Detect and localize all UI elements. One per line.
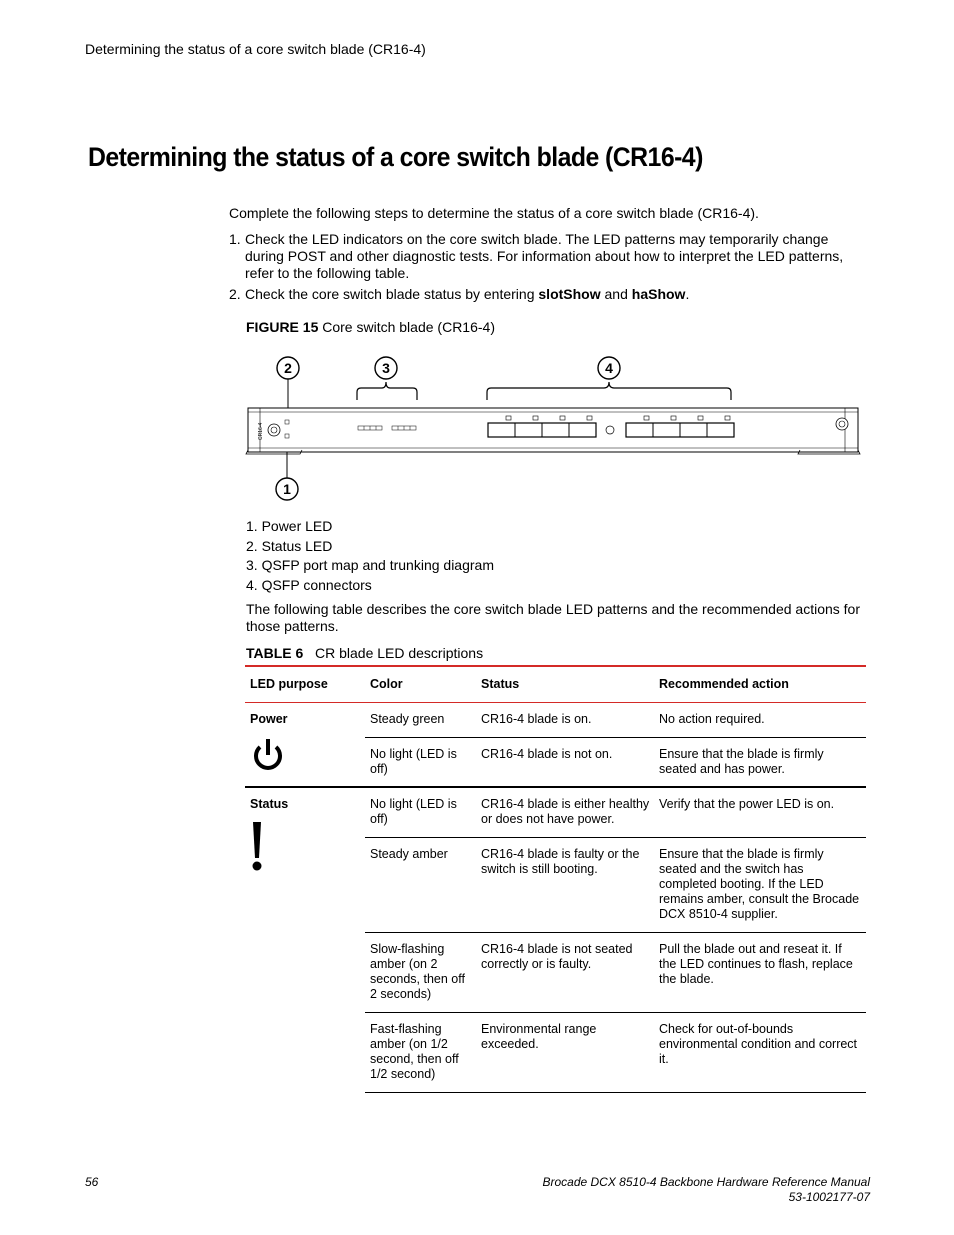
manual-title: Brocade DCX 8510-4 Backbone Hardware Reference Manual xyxy=(542,1175,870,1189)
svg-text:3: 3 xyxy=(382,360,390,376)
svg-text:4: 4 xyxy=(605,360,613,376)
footer-info xyxy=(542,1175,870,1205)
step-2-text: Check the core switch blade status by entering slotShow and haShow. xyxy=(245,286,690,302)
core-switch-blade-figure xyxy=(240,350,870,510)
step-2: 2. Check the core switch blade status by entering slotShow and haShow. xyxy=(229,286,690,302)
legend-item: 1. Power LED xyxy=(246,518,333,534)
table-row: Fast-flashing amber (on 1/2 second, then off 1/2 second) Environmental range exceeded. Check for out-of-bounds environmental condition and correct it. xyxy=(245,1012,866,1092)
purpose-cell-power: Power xyxy=(245,702,365,787)
column-header: Color xyxy=(365,666,476,702)
legend-item: 4. QSFP connectors xyxy=(246,576,372,593)
table-row: Slow-flashing amber (on 2 seconds, then off 2 seconds) CR16-4 blade is not seated correctly or is faulty. Pull the blade out and reseat it. If the LED continues to flash, replace the blade. xyxy=(245,932,866,1012)
column-header: Status xyxy=(476,666,654,702)
step-1: 1. Check the LED indicators on the core switch blade. The LED patterns may temporarily change during POST and other diagnostic tests. For information about how to interpret the LED patterns, refer to the following table. xyxy=(229,231,844,281)
page-title: Determining the status of a core switch blade (CR16-4) xyxy=(88,142,703,172)
column-header: LED purpose xyxy=(245,666,365,702)
legend-item: 2. Status LED xyxy=(246,537,333,554)
table-caption: TABLE 6 CR blade LED descriptions xyxy=(246,645,484,661)
callout-1 xyxy=(276,478,298,500)
figure-caption: FIGURE 15 Core switch blade (CR16-4) xyxy=(246,319,495,335)
command-slotshow: slotShow xyxy=(538,286,601,302)
column-header: Recommended action xyxy=(654,666,866,702)
figure-legend xyxy=(246,517,494,595)
callout-2 xyxy=(277,357,299,379)
table-row: Steady amber CR16-4 blade is faulty or the switch is still booting. Ensure that the blade is firmly seated and the switch has completed booting. If the LED remains amber, consult the Brocade DCX 8510-4 supplier. xyxy=(245,837,866,932)
led-description-table xyxy=(245,665,866,1093)
table-header-row xyxy=(245,666,866,702)
exclamation-icon xyxy=(250,820,264,872)
legend-item: 3. QSFP port map and trunking diagram xyxy=(246,557,494,573)
running-header: Determining the status of a core switch blade (CR16-4) xyxy=(85,41,426,57)
table-row: Power Steady green CR16-4 blade is on. No action required. xyxy=(245,702,866,737)
steps-list xyxy=(229,231,869,307)
svg-text:1: 1 xyxy=(283,481,291,497)
command-hashow: haShow xyxy=(631,286,686,302)
power-icon xyxy=(250,735,286,775)
svg-text:2: 2 xyxy=(284,360,292,376)
doc-number: 53-1002177-07 xyxy=(788,1190,870,1204)
step-1-text: Check the LED indicators on the core switch blade. The LED patterns may temporarily change during POST and other diagnostic tests. For information about how to interpret the LED patterns, refer to the following table. xyxy=(245,231,844,281)
purpose-cell-status: Status xyxy=(245,787,365,1092)
page-number: 56 xyxy=(85,1175,99,1189)
table-intro-paragraph: The following table describes the core switch blade LED patterns and the recommended actions for those patterns. xyxy=(246,601,861,634)
callout-3 xyxy=(375,357,397,379)
table-row: No light (LED is off) CR16-4 blade is not on. Ensure that the blade is firmly seated and has power. xyxy=(245,737,866,787)
table-row: Status No light (LED is off) CR16-4 blade is either healthy or does not have power. Verify that the power LED is on. xyxy=(245,787,866,837)
intro-paragraph: Complete the following steps to determine the status of a core switch blade (CR16-4). xyxy=(229,205,759,221)
callout-4 xyxy=(598,357,620,379)
svg-text:CR16-4: CR16-4 xyxy=(258,422,264,440)
